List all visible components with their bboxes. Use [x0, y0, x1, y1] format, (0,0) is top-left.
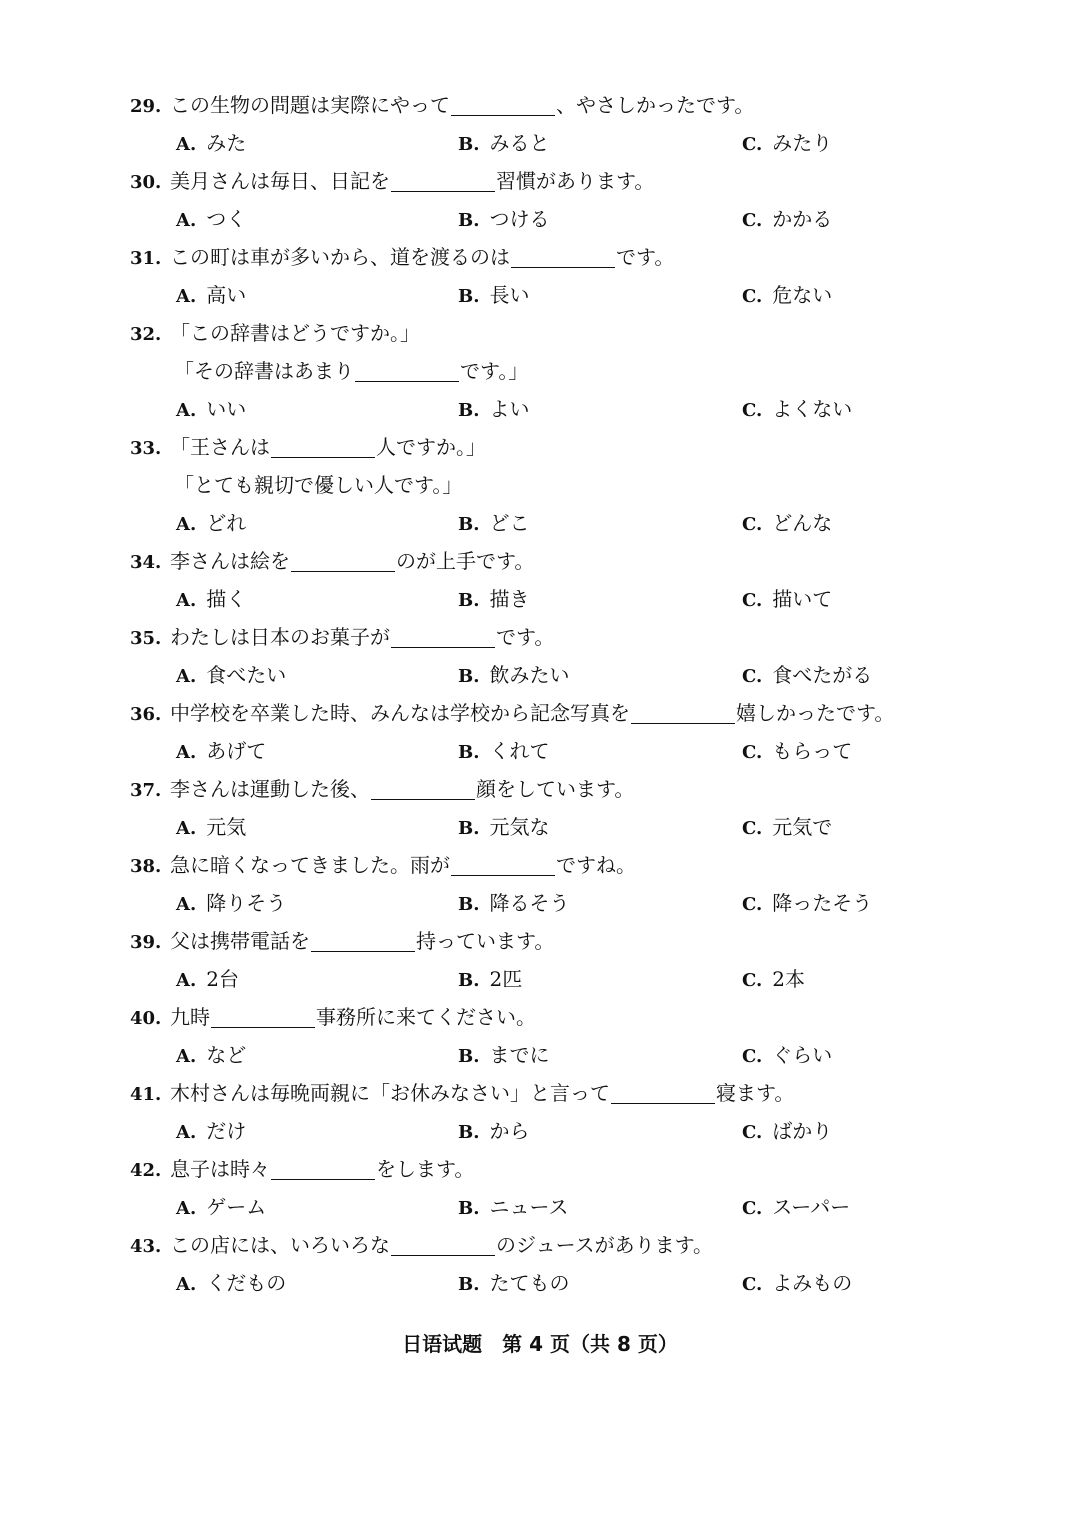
option-a	[176, 1264, 286, 1304]
question-stem-line	[130, 466, 1030, 504]
answer-options	[130, 390, 1030, 428]
option-letter: B.	[458, 514, 480, 535]
option-text: 元気な	[489, 815, 550, 839]
option-a	[176, 390, 246, 430]
answer-options	[130, 1036, 1030, 1074]
answer-options	[130, 808, 1030, 846]
option-letter: C.	[742, 210, 763, 231]
option-text: までに	[489, 1043, 550, 1067]
question-text-after-blank: 、やさしかったです。	[556, 93, 755, 117]
option-letter: A.	[176, 1122, 197, 1143]
option-text: みた	[206, 131, 247, 155]
question-text-after-blank: 事務所に来てください。	[316, 1005, 536, 1029]
question-number: 36.	[130, 704, 162, 725]
option-letter: C.	[742, 590, 763, 611]
option-text: どんな	[772, 511, 833, 535]
question-stem-line	[130, 1226, 1030, 1264]
option-b	[458, 504, 529, 544]
question-number: 37.	[130, 780, 162, 801]
question-item	[130, 238, 1030, 314]
question-text-after-blank: 持っています。	[416, 929, 555, 953]
question-number: 33.	[130, 438, 162, 459]
option-b	[458, 1112, 529, 1152]
option-text: くれて	[489, 739, 550, 763]
question-text: 李さんは運動した後、	[170, 777, 370, 801]
question-text: 「この辞書はどうですか。」	[170, 321, 420, 345]
option-letter: A.	[176, 894, 197, 915]
option-text: 2本	[772, 967, 806, 991]
option-a	[176, 1036, 246, 1076]
option-letter: B.	[458, 210, 480, 231]
option-c	[742, 656, 872, 696]
answer-options	[130, 200, 1030, 238]
question-stem-line	[130, 618, 1030, 656]
answer-blank	[391, 1233, 495, 1256]
question-text: わたしは日本のお菓子が	[170, 625, 390, 649]
question-text: 中学校を卒業した時、みんなは学校から記念写真を	[170, 701, 630, 725]
answer-blank	[271, 435, 375, 458]
question-number: 39.	[130, 932, 162, 953]
question-stem-line	[130, 238, 1030, 276]
question-text-after-blank: をします。	[376, 1157, 475, 1181]
question-list	[130, 86, 1030, 1302]
question-number: 31.	[130, 248, 162, 269]
question-item	[130, 1226, 1030, 1302]
option-b	[458, 1036, 549, 1076]
question-stem-line	[130, 314, 1030, 352]
option-c	[742, 1112, 832, 1152]
option-a	[176, 884, 286, 924]
page-footer: 日语试题 第 4 页（共 8 页）	[402, 1332, 678, 1356]
answer-options	[130, 1264, 1030, 1302]
option-text: スーパー	[772, 1195, 851, 1219]
option-b	[458, 580, 529, 620]
question-text-after-blank: です。」	[460, 359, 529, 383]
answer-options	[130, 504, 1030, 542]
option-letter: C.	[742, 1046, 763, 1067]
question-text: 急に暗くなってきました。雨が	[170, 853, 450, 877]
question-text-after-blank: 嬉しかったです。	[736, 701, 895, 725]
question-text: この店には、いろいろな	[170, 1233, 390, 1257]
question-stem-line	[130, 86, 1030, 124]
option-text: 元気で	[772, 815, 833, 839]
question-text: 父は携帯電話を	[170, 929, 310, 953]
option-text: 描いて	[772, 587, 833, 611]
option-a	[176, 504, 246, 544]
option-letter: C.	[742, 514, 763, 535]
option-text: ばかり	[772, 1119, 833, 1143]
option-text: など	[206, 1043, 247, 1067]
option-b	[458, 960, 522, 1000]
option-letter: B.	[458, 970, 480, 991]
option-text: 降ったそう	[772, 891, 873, 915]
answer-blank	[355, 359, 459, 382]
question-item	[130, 162, 1030, 238]
option-c	[742, 124, 832, 164]
option-text: 危ない	[772, 283, 833, 307]
question-item	[130, 618, 1030, 694]
question-number: 40.	[130, 1008, 162, 1029]
option-text: あげて	[206, 739, 267, 763]
question-text: 木村さんは毎晩両親に「お休みなさい」と言って	[170, 1081, 610, 1105]
option-text: 元気	[206, 815, 247, 839]
question-text-after-blank: 顔をしています。	[476, 777, 635, 801]
question-stem-line	[130, 922, 1030, 960]
option-c	[742, 732, 852, 772]
option-text: 2台	[206, 967, 239, 991]
answer-blank	[451, 93, 555, 116]
answer-blank	[631, 701, 735, 724]
question-text: 「その辞書はあまり	[174, 359, 354, 383]
option-text: いい	[206, 397, 247, 421]
option-letter: A.	[176, 666, 197, 687]
option-b	[458, 884, 569, 924]
option-text: つける	[489, 207, 550, 231]
answer-blank	[391, 625, 495, 648]
option-text: よくない	[772, 397, 853, 421]
option-text: くだもの	[206, 1271, 287, 1295]
option-a	[176, 732, 266, 772]
option-text: ニュース	[489, 1195, 569, 1219]
answer-options	[130, 124, 1030, 162]
question-stem-line	[130, 1074, 1030, 1112]
option-b	[458, 1264, 569, 1304]
option-text: みると	[489, 131, 550, 155]
option-letter: B.	[458, 590, 480, 611]
option-c	[742, 960, 805, 1000]
option-text: 2匹	[489, 967, 523, 991]
question-item	[130, 846, 1030, 922]
option-text: 描く	[206, 587, 247, 611]
option-letter: A.	[176, 286, 197, 307]
option-letter: C.	[742, 894, 763, 915]
option-b	[458, 1188, 568, 1228]
question-stem-line	[130, 352, 1030, 390]
option-letter: C.	[742, 742, 763, 763]
option-letter: A.	[176, 210, 197, 231]
option-letter: A.	[176, 590, 197, 611]
question-text-after-blank: です。	[496, 625, 555, 649]
option-letter: C.	[742, 1122, 763, 1143]
option-letter: C.	[742, 970, 763, 991]
option-letter: B.	[458, 400, 480, 421]
option-letter: A.	[176, 1274, 197, 1295]
answer-options	[130, 276, 1030, 314]
option-letter: B.	[458, 1122, 480, 1143]
answer-options	[130, 1112, 1030, 1150]
option-text: ゲーム	[206, 1195, 267, 1219]
answer-options	[130, 580, 1030, 618]
answer-blank	[371, 777, 475, 800]
question-number: 35.	[130, 628, 162, 649]
option-letter: B.	[458, 666, 480, 687]
option-letter: B.	[458, 742, 480, 763]
option-c	[742, 1036, 832, 1076]
option-letter: C.	[742, 818, 763, 839]
option-text: 食べたい	[206, 663, 287, 687]
question-text: 李さんは絵を	[170, 549, 290, 573]
option-letter: A.	[176, 514, 197, 535]
option-letter: B.	[458, 818, 480, 839]
question-stem-line	[130, 1150, 1030, 1188]
question-stem-line	[130, 542, 1030, 580]
option-b	[458, 656, 569, 696]
option-text: かかる	[772, 207, 833, 231]
option-c	[742, 808, 832, 848]
answer-options	[130, 732, 1030, 770]
option-a	[176, 124, 246, 164]
option-a	[176, 580, 246, 620]
answer-blank	[391, 169, 495, 192]
answer-options	[130, 884, 1030, 922]
question-item	[130, 694, 1030, 770]
option-b	[458, 200, 549, 240]
question-text: この町は車が多いから、道を渡るのは	[170, 245, 510, 269]
question-text: 美月さんは毎日、日記を	[170, 169, 390, 193]
option-letter: B.	[458, 894, 480, 915]
option-a	[176, 808, 246, 848]
answer-blank	[511, 245, 615, 268]
option-letter: A.	[176, 134, 197, 155]
question-item	[130, 922, 1030, 998]
option-c	[742, 1264, 852, 1304]
option-text: もらって	[772, 739, 853, 763]
option-letter: C.	[742, 286, 763, 307]
option-letter: B.	[458, 286, 480, 307]
option-letter: A.	[176, 400, 197, 421]
question-number: 38.	[130, 856, 162, 877]
answer-options	[130, 1188, 1030, 1226]
question-number: 32.	[130, 324, 162, 345]
question-number: 29.	[130, 96, 162, 117]
option-letter: A.	[176, 1046, 197, 1067]
option-a	[176, 1188, 266, 1228]
question-text: 「とても親切で優しい人です。」	[174, 473, 463, 497]
option-text: よい	[489, 397, 530, 421]
option-letter: C.	[742, 666, 763, 687]
option-b	[458, 124, 549, 164]
option-text: 飲みたい	[489, 663, 570, 687]
question-item	[130, 314, 1030, 428]
question-text: この生物の問題は実際にやって	[170, 93, 450, 117]
question-stem-line	[130, 998, 1030, 1036]
question-text-after-blank: です。	[616, 245, 675, 269]
question-item	[130, 542, 1030, 618]
answer-blank	[311, 929, 415, 952]
option-a	[176, 276, 246, 316]
question-text: 九時	[170, 1005, 210, 1029]
question-stem-line	[130, 770, 1030, 808]
answer-options	[130, 960, 1030, 998]
option-c	[742, 276, 832, 316]
question-text-after-blank: ですね。	[556, 853, 636, 877]
option-b	[458, 732, 549, 772]
option-text: 降りそう	[206, 891, 287, 915]
option-text: 長い	[489, 283, 530, 307]
question-text: 息子は時々	[170, 1157, 270, 1181]
question-text-after-blank: のジュースがあります。	[496, 1233, 713, 1257]
option-letter: A.	[176, 742, 197, 763]
option-letter: C.	[742, 1274, 763, 1295]
option-text: から	[489, 1119, 530, 1143]
question-item	[130, 428, 1030, 542]
answer-blank	[271, 1157, 375, 1180]
option-text: たてもの	[489, 1271, 570, 1295]
answer-blank	[611, 1081, 715, 1104]
option-letter: A.	[176, 818, 197, 839]
question-stem-line	[130, 694, 1030, 732]
option-letter: B.	[458, 134, 480, 155]
option-text: みたり	[772, 131, 833, 155]
question-text-after-blank: 習慣があります。	[496, 169, 655, 193]
option-letter: B.	[458, 1046, 480, 1067]
answer-blank	[291, 549, 395, 572]
question-number: 42.	[130, 1160, 162, 1181]
question-text-after-blank: 寝ます。	[716, 1081, 795, 1105]
option-text: つく	[206, 207, 247, 231]
option-text: 高い	[206, 283, 247, 307]
question-number: 30.	[130, 172, 162, 193]
option-letter: B.	[458, 1198, 480, 1219]
option-a	[176, 656, 286, 696]
question-number: 43.	[130, 1236, 162, 1257]
question-text: 「王さんは	[170, 435, 270, 459]
option-c	[742, 1188, 850, 1228]
option-text: 食べたがる	[772, 663, 873, 687]
option-letter: C.	[742, 134, 763, 155]
option-text: どこ	[489, 511, 530, 535]
option-letter: B.	[458, 1274, 480, 1295]
option-text: 描き	[489, 587, 530, 611]
question-number: 41.	[130, 1084, 162, 1105]
question-text-after-blank: のが上手です。	[396, 549, 535, 573]
question-item	[130, 1074, 1030, 1150]
option-b	[458, 276, 529, 316]
option-a	[176, 960, 239, 1000]
option-letter: C.	[742, 400, 763, 421]
option-a	[176, 200, 246, 240]
question-text-after-blank: 人ですか。」	[376, 435, 486, 459]
option-text: ぐらい	[772, 1043, 833, 1067]
option-letter: A.	[176, 970, 197, 991]
option-c	[742, 504, 832, 544]
option-a	[176, 1112, 246, 1152]
answer-options	[130, 656, 1030, 694]
question-item	[130, 770, 1030, 846]
option-c	[742, 200, 832, 240]
question-stem-line	[130, 162, 1030, 200]
option-c	[742, 580, 832, 620]
answer-blank	[211, 1005, 315, 1028]
question-stem-line	[130, 846, 1030, 884]
question-item	[130, 998, 1030, 1074]
option-text: 降るそう	[489, 891, 570, 915]
answer-blank	[451, 853, 555, 876]
option-text: どれ	[206, 511, 247, 535]
option-text: だけ	[206, 1119, 247, 1143]
question-item	[130, 1150, 1030, 1226]
option-c	[742, 884, 872, 924]
question-number: 34.	[130, 552, 162, 573]
option-letter: C.	[742, 1198, 763, 1219]
option-text: よみもの	[772, 1271, 853, 1295]
option-c	[742, 390, 852, 430]
option-b	[458, 808, 549, 848]
option-letter: A.	[176, 1198, 197, 1219]
option-b	[458, 390, 529, 430]
question-stem-line	[130, 428, 1030, 466]
question-item	[130, 86, 1030, 162]
